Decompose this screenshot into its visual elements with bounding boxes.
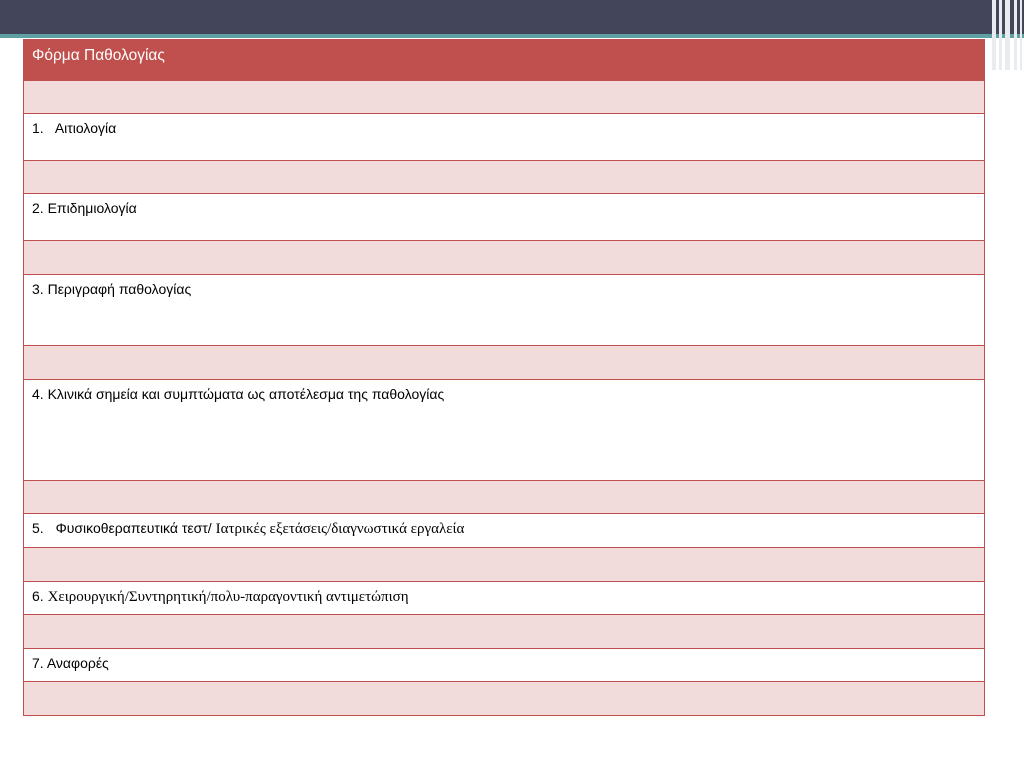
- spacer-row: [24, 682, 985, 716]
- spacer-row: [24, 241, 985, 275]
- section-cell-epidemiology[interactable]: [24, 194, 985, 241]
- section-number: 5.: [32, 520, 44, 536]
- form-header-row: [24, 40, 985, 81]
- spacer-cell[interactable]: [24, 481, 985, 514]
- spacer-row: [24, 81, 985, 114]
- section-number: 6.: [32, 588, 44, 604]
- spacer-cell[interactable]: [24, 682, 985, 716]
- spacer-cell[interactable]: [24, 346, 985, 380]
- section-row-treatment: [24, 582, 985, 615]
- section-cell-references[interactable]: [24, 649, 985, 682]
- section-label: Κλινικά σημεία και συμπτώματα ως αποτέλεσμα της παθολογίας: [47, 386, 445, 402]
- section-label: Περιγραφή παθολογίας: [47, 281, 192, 297]
- section-label: Αιτιολογία: [54, 120, 117, 136]
- pathology-form-table: [23, 39, 985, 716]
- section-label: Επιδημιολογία: [47, 200, 137, 216]
- section-number: 2.: [32, 200, 44, 216]
- spacer-cell[interactable]: [24, 548, 985, 582]
- section-cell-treatment[interactable]: [24, 582, 985, 615]
- slide-top-band: [0, 0, 1024, 34]
- section-label: Αναφορές: [46, 655, 109, 671]
- section-label-serif: Ιατρικές εξετάσεις/διαγνωστικά εργαλεία: [215, 521, 465, 537]
- section-cell-clinical-signs[interactable]: [24, 380, 985, 481]
- decorative-stripes: [990, 0, 1024, 70]
- section-number: 4.: [32, 386, 44, 402]
- spacer-row: [24, 615, 985, 649]
- section-label: Φυσικοθεραπευτικά τεστ/: [55, 520, 212, 536]
- spacer-cell[interactable]: [24, 81, 985, 114]
- section-row-clinical-signs: [24, 380, 985, 481]
- section-row-pathology-description: [24, 275, 985, 346]
- section-label-serif: Χειρουργική/Συντηρητική/πολυ-παραγοντική αντιμετώπιση: [47, 589, 409, 605]
- section-row-tests: [24, 514, 985, 548]
- spacer-cell[interactable]: [24, 615, 985, 649]
- spacer-row: [24, 161, 985, 194]
- section-cell-etiology[interactable]: [24, 114, 985, 161]
- section-cell-pathology-description[interactable]: [24, 275, 985, 346]
- spacer-cell[interactable]: [24, 161, 985, 194]
- spacer-cell[interactable]: [24, 241, 985, 275]
- form-title: Φόρμα Παθολογίας: [24, 40, 985, 81]
- section-cell-tests[interactable]: [24, 514, 985, 548]
- spacer-row: [24, 548, 985, 582]
- section-row-references: [24, 649, 985, 682]
- section-row-epidemiology: [24, 194, 985, 241]
- section-number: 1.: [32, 120, 44, 136]
- slide-accent-line: [0, 34, 1024, 38]
- spacer-row: [24, 481, 985, 514]
- spacer-row: [24, 346, 985, 380]
- section-number: 3.: [32, 281, 44, 297]
- section-number: 7.: [32, 655, 44, 671]
- section-row-etiology: [24, 114, 985, 161]
